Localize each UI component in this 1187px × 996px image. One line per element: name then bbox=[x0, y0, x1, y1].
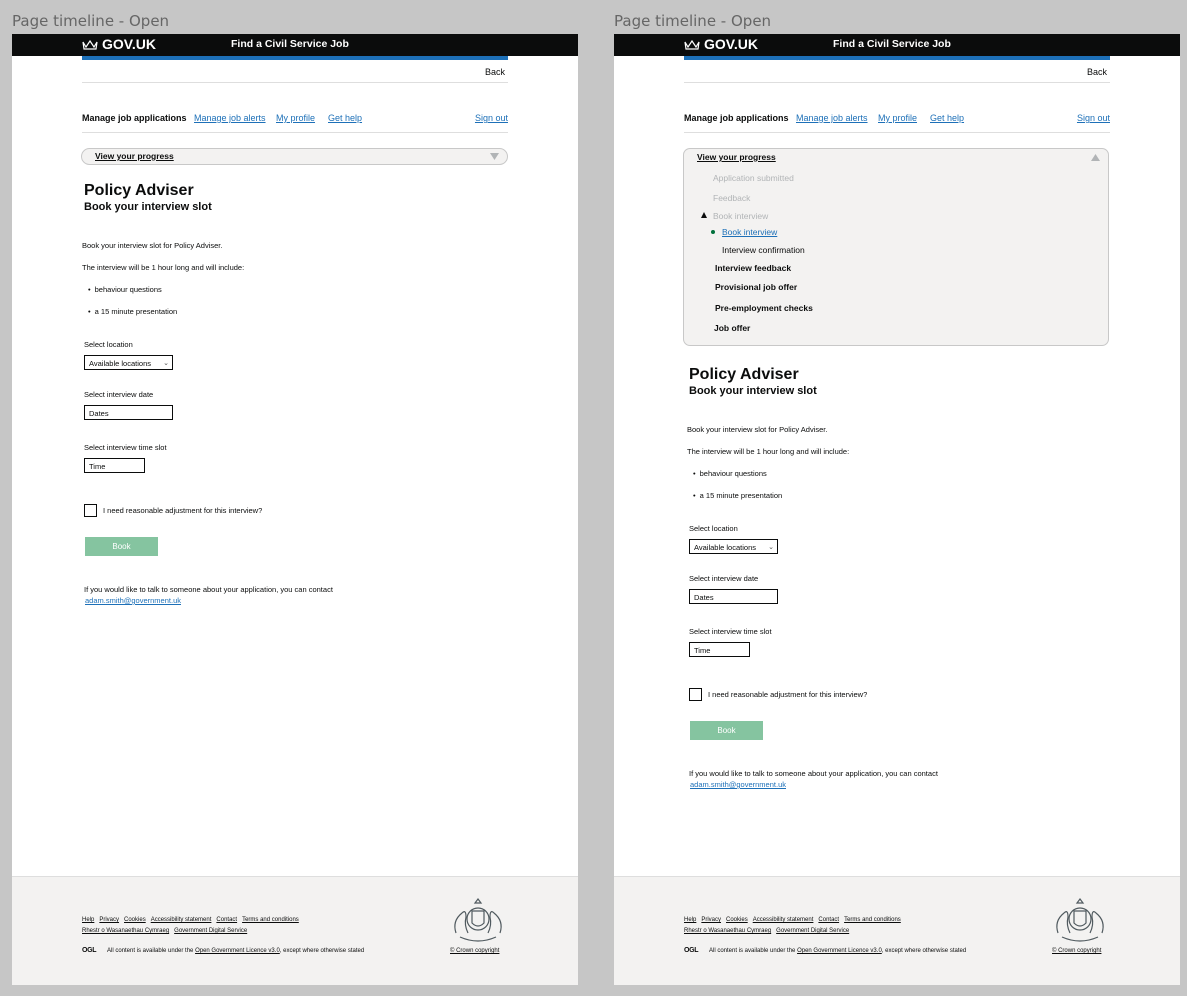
contact-email-link[interactable]: adam.smith@government.uk bbox=[85, 596, 181, 605]
footer-link-accessibility[interactable]: Accessibility statement bbox=[752, 917, 814, 923]
bullet-item: • a 15 minute presentation bbox=[693, 491, 782, 500]
divider bbox=[684, 82, 1110, 83]
location-label: Select location bbox=[84, 340, 133, 349]
footer-link-welsh[interactable]: Rhestr o Wasanaethau Cymraeg bbox=[82, 928, 170, 934]
step-book-interview-group: Book interview bbox=[713, 211, 769, 221]
triangle-up-icon[interactable] bbox=[1091, 154, 1100, 161]
triangle-down-icon[interactable] bbox=[490, 153, 499, 160]
step-pre-employment-checks: Pre-employment checks bbox=[715, 303, 813, 313]
service-name[interactable]: Find a Civil Service Job bbox=[231, 38, 349, 50]
adjustment-label[interactable]: I need reasonable adjustment for this interview? bbox=[708, 690, 868, 699]
nav-my-profile[interactable]: My profile bbox=[878, 113, 918, 123]
frame-label: Page timeline - Open bbox=[614, 12, 772, 30]
crown-icon bbox=[82, 38, 98, 50]
page-frame-closed bbox=[12, 34, 578, 985]
location-select[interactable] bbox=[84, 355, 173, 370]
footer-link-gds[interactable]: Government Digital Service bbox=[174, 928, 248, 934]
footer-links-row1 bbox=[82, 917, 304, 923]
footer-link-welsh[interactable]: Rhestr o Wasanaethau Cymraeg bbox=[684, 928, 772, 934]
nav-manage-job-applications[interactable]: Manage job applications bbox=[684, 113, 789, 123]
progress-title[interactable]: View your progress bbox=[95, 151, 174, 161]
include-text: The interview will be 1 hour long and will include: bbox=[82, 263, 245, 272]
frame-label: Page timeline - Open bbox=[12, 12, 170, 30]
contact-text: If you would like to talk to someone about your application, you can contact bbox=[84, 585, 333, 594]
page-title: Policy Adviser bbox=[689, 366, 799, 383]
footer-link-privacy[interactable]: Privacy bbox=[701, 917, 722, 923]
gov-header bbox=[12, 34, 578, 56]
divider bbox=[82, 82, 508, 83]
gov-logo[interactable] bbox=[684, 36, 758, 52]
crown-icon bbox=[684, 38, 700, 50]
account-nav bbox=[684, 113, 1110, 127]
divider bbox=[82, 132, 508, 133]
contact-email-link[interactable]: adam.smith@government.uk bbox=[690, 780, 786, 789]
footer-link-contact[interactable]: Contact bbox=[818, 917, 840, 923]
licence-prefix: All content is available under the bbox=[709, 948, 796, 954]
nav-manage-job-applications[interactable]: Manage job applications bbox=[82, 113, 187, 123]
footer-link-help[interactable]: Help bbox=[82, 917, 95, 923]
royal-crest-icon bbox=[1052, 897, 1108, 943]
date-label: Select interview date bbox=[689, 574, 759, 583]
bullet-item: • behaviour questions bbox=[693, 469, 767, 478]
chevron-down-icon: ⌄ bbox=[163, 360, 169, 367]
footer-links-row1 bbox=[684, 917, 906, 923]
gov-header bbox=[614, 34, 1180, 56]
back-link[interactable]: Back bbox=[1086, 67, 1107, 77]
footer bbox=[12, 876, 578, 985]
footer-link-gds[interactable]: Government Digital Service bbox=[776, 928, 850, 934]
nav-manage-job-alerts[interactable]: Manage job alerts bbox=[796, 113, 868, 123]
time-label: Select interview time slot bbox=[84, 443, 167, 452]
footer-link-accessibility[interactable]: Accessibility statement bbox=[150, 917, 212, 923]
adjustment-label[interactable]: I need reasonable adjustment for this interview? bbox=[103, 506, 263, 515]
crown-copyright-link[interactable]: © Crown copyright bbox=[450, 948, 500, 954]
nav-get-help[interactable]: Get help bbox=[328, 113, 363, 123]
page-title: Policy Adviser bbox=[84, 182, 194, 199]
adjustment-checkbox[interactable] bbox=[84, 504, 97, 517]
step-job-offer: Job offer bbox=[714, 323, 751, 333]
location-label: Select location bbox=[689, 524, 738, 533]
book-button[interactable]: Book bbox=[85, 537, 158, 556]
ogl-logo: OGL bbox=[82, 947, 97, 954]
licence-text bbox=[709, 948, 966, 954]
page-frame-open bbox=[614, 34, 1180, 985]
footer bbox=[614, 876, 1180, 985]
bullet-item: • a 15 minute presentation bbox=[88, 307, 177, 316]
chevron-down-icon: ⌄ bbox=[768, 544, 774, 551]
footer-links-row2 bbox=[82, 928, 252, 934]
book-button[interactable]: Book bbox=[690, 721, 763, 740]
triangle-up-icon bbox=[701, 212, 707, 218]
date-input[interactable]: Dates bbox=[84, 405, 173, 420]
licence-suffix: , except where otherwise stated bbox=[881, 948, 967, 954]
ogl-logo: OGL bbox=[684, 947, 699, 954]
footer-link-contact[interactable]: Contact bbox=[216, 917, 238, 923]
service-name[interactable]: Find a Civil Service Job bbox=[833, 38, 951, 50]
gov-logo[interactable] bbox=[82, 36, 156, 52]
footer-link-terms[interactable]: Terms and conditions bbox=[844, 917, 901, 923]
footer-link-cookies[interactable]: Cookies bbox=[726, 917, 748, 923]
account-nav bbox=[82, 113, 508, 127]
nav-sign-out[interactable]: Sign out bbox=[1076, 113, 1110, 123]
step-feedback: Feedback bbox=[713, 193, 751, 203]
footer-link-help[interactable]: Help bbox=[684, 917, 697, 923]
divider bbox=[684, 132, 1110, 133]
logo-text: GOV.UK bbox=[102, 36, 156, 52]
back-link[interactable]: Back bbox=[484, 67, 505, 77]
licence-suffix: , except where otherwise stated bbox=[279, 948, 365, 954]
nav-my-profile[interactable]: My profile bbox=[276, 113, 316, 123]
page-subtitle: Book your interview slot bbox=[689, 385, 817, 397]
step-provisional-job-offer: Provisional job offer bbox=[715, 282, 798, 292]
licence-prefix: All content is available under the bbox=[107, 948, 194, 954]
page-subtitle: Book your interview slot bbox=[84, 201, 212, 213]
include-text: The interview will be 1 hour long and will include: bbox=[687, 447, 850, 456]
step-book-interview[interactable]: Book interview bbox=[722, 227, 778, 237]
time-input[interactable]: Time bbox=[84, 458, 145, 473]
header-blue-bar bbox=[82, 56, 508, 60]
nav-sign-out[interactable]: Sign out bbox=[474, 113, 508, 123]
time-input[interactable]: Time bbox=[689, 642, 750, 657]
logo-text: GOV.UK bbox=[704, 36, 758, 52]
royal-crest-icon bbox=[450, 897, 506, 943]
date-label: Select interview date bbox=[84, 390, 154, 399]
step-interview-confirmation: Interview confirmation bbox=[722, 245, 805, 255]
crown-copyright-link[interactable]: © Crown copyright bbox=[1052, 948, 1102, 954]
licence-link[interactable]: Open Government Licence v3.0 bbox=[195, 948, 280, 954]
progress-accordion[interactable] bbox=[683, 148, 1109, 346]
intro-text: Book your interview slot for Policy Adviser. bbox=[687, 425, 828, 434]
progress-title[interactable]: View your progress bbox=[697, 152, 776, 162]
step-application-submitted: Application submitted bbox=[713, 173, 794, 183]
progress-accordion[interactable] bbox=[81, 148, 508, 165]
location-select[interactable] bbox=[689, 539, 778, 554]
bullet-item: • behaviour questions bbox=[88, 285, 162, 294]
date-input[interactable]: Dates bbox=[689, 589, 778, 604]
current-step-dot-icon bbox=[711, 230, 715, 234]
nav-manage-job-alerts[interactable]: Manage job alerts bbox=[194, 113, 266, 123]
licence-link[interactable]: Open Government Licence v3.0 bbox=[797, 948, 882, 954]
step-interview-feedback: Interview feedback bbox=[715, 263, 792, 273]
footer-link-cookies[interactable]: Cookies bbox=[124, 917, 146, 923]
footer-links-row2 bbox=[684, 928, 854, 934]
footer-link-terms[interactable]: Terms and conditions bbox=[242, 917, 299, 923]
location-select-value: Available locations bbox=[694, 543, 756, 552]
adjustment-checkbox[interactable] bbox=[689, 688, 702, 701]
footer-link-privacy[interactable]: Privacy bbox=[99, 917, 120, 923]
contact-text: If you would like to talk to someone about your application, you can contact bbox=[689, 769, 938, 778]
licence-text bbox=[107, 948, 364, 954]
header-blue-bar bbox=[684, 56, 1110, 60]
location-select-value: Available locations bbox=[89, 359, 151, 368]
intro-text: Book your interview slot for Policy Adviser. bbox=[82, 241, 223, 250]
time-label: Select interview time slot bbox=[689, 627, 772, 636]
nav-get-help[interactable]: Get help bbox=[930, 113, 965, 123]
